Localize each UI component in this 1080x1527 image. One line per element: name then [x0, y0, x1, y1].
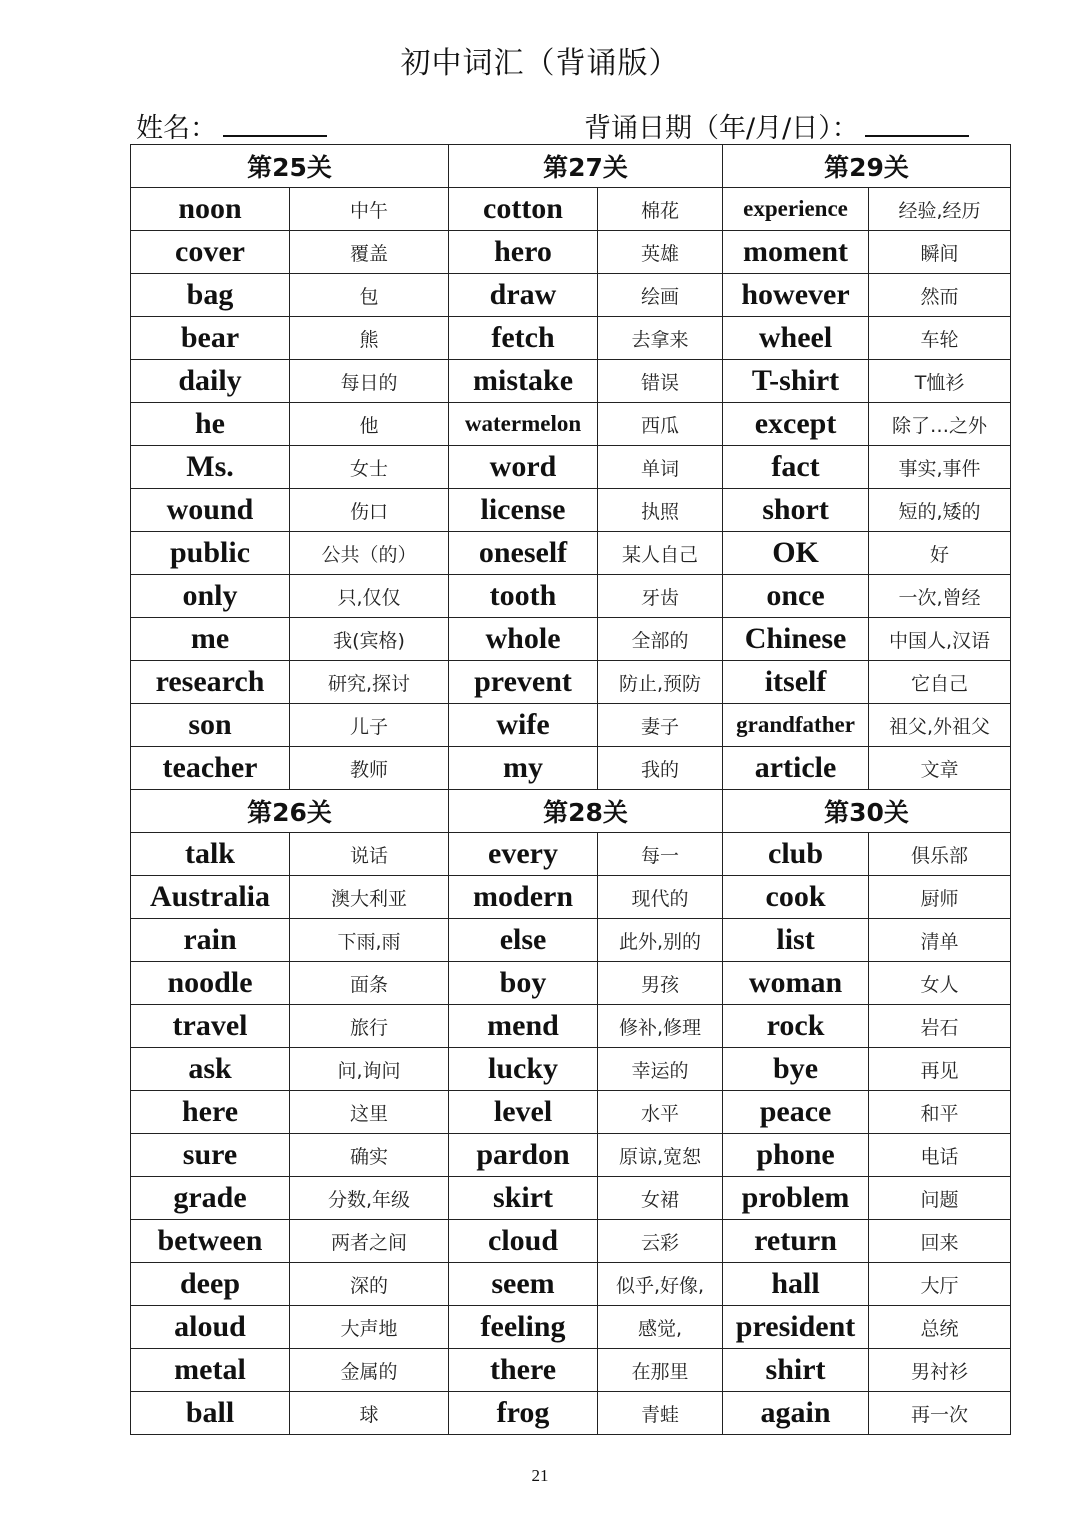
english-word: list — [723, 919, 869, 962]
english-word: oneself — [449, 532, 598, 575]
chinese-meaning: 全部的 — [598, 618, 723, 661]
chinese-meaning: 澳大利亚 — [290, 876, 449, 919]
english-word: however — [723, 274, 869, 317]
english-word: whole — [449, 618, 598, 661]
english-word: itself — [723, 661, 869, 704]
word-row — [131, 876, 1011, 919]
word-row — [131, 1263, 1011, 1306]
chinese-meaning: 深的 — [290, 1263, 449, 1306]
english-word: hero — [449, 231, 598, 274]
english-word: talk — [131, 833, 290, 876]
chinese-meaning: 它自己 — [869, 661, 1011, 704]
english-word: wheel — [723, 317, 869, 360]
english-word: pardon — [449, 1134, 598, 1177]
level-header-row — [131, 790, 1011, 833]
chinese-meaning: 厨师 — [869, 876, 1011, 919]
chinese-meaning: 修补,修理 — [598, 1005, 723, 1048]
chinese-meaning: 原谅,宽恕 — [598, 1134, 723, 1177]
chinese-meaning: 车轮 — [869, 317, 1011, 360]
word-row — [131, 1306, 1011, 1349]
chinese-meaning: 在那里 — [598, 1349, 723, 1392]
word-row — [131, 575, 1011, 618]
chinese-meaning: 球 — [290, 1392, 449, 1435]
english-word: there — [449, 1349, 598, 1392]
english-word: bear — [131, 317, 290, 360]
english-word: noon — [131, 188, 290, 231]
chinese-meaning: 此外,别的 — [598, 919, 723, 962]
word-row — [131, 1005, 1011, 1048]
english-word: skirt — [449, 1177, 598, 1220]
english-word: public — [131, 532, 290, 575]
english-word: problem — [723, 1177, 869, 1220]
english-word: hall — [723, 1263, 869, 1306]
chinese-meaning: 青蛙 — [598, 1392, 723, 1435]
chinese-meaning: 中国人,汉语 — [869, 618, 1011, 661]
word-row — [131, 1392, 1011, 1435]
chinese-meaning: 似乎,好像, — [598, 1263, 723, 1306]
name-label: 姓名： — [136, 113, 217, 144]
chinese-meaning: 英雄 — [598, 231, 723, 274]
english-word: fetch — [449, 317, 598, 360]
english-word: woman — [723, 962, 869, 1005]
chinese-meaning: 他 — [290, 403, 449, 446]
chinese-meaning: 公共（的） — [290, 532, 449, 575]
english-word: ask — [131, 1048, 290, 1091]
english-word: wound — [131, 489, 290, 532]
english-word: bye — [723, 1048, 869, 1091]
chinese-meaning: T恤衫 — [869, 360, 1011, 403]
english-word: word — [449, 446, 598, 489]
english-word: draw — [449, 274, 598, 317]
english-word: short — [723, 489, 869, 532]
word-row — [131, 1091, 1011, 1134]
english-word: Ms. — [131, 446, 290, 489]
chinese-meaning: 儿子 — [290, 704, 449, 747]
english-word: grade — [131, 1177, 290, 1220]
english-word: mend — [449, 1005, 598, 1048]
chinese-meaning: 男孩 — [598, 962, 723, 1005]
word-row — [131, 1134, 1011, 1177]
english-word: travel — [131, 1005, 290, 1048]
chinese-meaning: 岩石 — [869, 1005, 1011, 1048]
chinese-meaning: 除了…之外 — [869, 403, 1011, 446]
chinese-meaning: 教师 — [290, 747, 449, 790]
word-row — [131, 919, 1011, 962]
english-word: level — [449, 1091, 598, 1134]
word-row — [131, 446, 1011, 489]
chinese-meaning: 云彩 — [598, 1220, 723, 1263]
chinese-meaning: 分数,年级 — [290, 1177, 449, 1220]
english-word: peace — [723, 1091, 869, 1134]
chinese-meaning: 错误 — [598, 360, 723, 403]
chinese-meaning: 大厅 — [869, 1263, 1011, 1306]
english-word: prevent — [449, 661, 598, 704]
chinese-meaning: 执照 — [598, 489, 723, 532]
word-row — [131, 833, 1011, 876]
chinese-meaning: 单词 — [598, 446, 723, 489]
english-word: only — [131, 575, 290, 618]
english-word: my — [449, 747, 598, 790]
english-word: lucky — [449, 1048, 598, 1091]
english-word: cook — [723, 876, 869, 919]
chinese-meaning: 确实 — [290, 1134, 449, 1177]
english-word: rock — [723, 1005, 869, 1048]
english-word: watermelon — [449, 403, 598, 446]
english-word: club — [723, 833, 869, 876]
english-word: every — [449, 833, 598, 876]
english-word: license — [449, 489, 598, 532]
chinese-meaning: 绘画 — [598, 274, 723, 317]
english-word: wife — [449, 704, 598, 747]
word-row — [131, 188, 1011, 231]
english-word: deep — [131, 1263, 290, 1306]
english-word: Australia — [131, 876, 290, 919]
chinese-meaning: 一次,曾经 — [869, 575, 1011, 618]
word-row — [131, 1177, 1011, 1220]
date-label: 背诵日期（年/月/日）： — [584, 113, 859, 144]
level-header-row — [131, 145, 1011, 188]
chinese-meaning: 覆盖 — [290, 231, 449, 274]
chinese-meaning: 问题 — [869, 1177, 1011, 1220]
name-field — [136, 106, 327, 145]
english-word: between — [131, 1220, 290, 1263]
chinese-meaning: 感觉, — [598, 1306, 723, 1349]
chinese-meaning: 祖父,外祖父 — [869, 704, 1011, 747]
english-word: grandfather — [723, 704, 869, 747]
word-row — [131, 1220, 1011, 1263]
chinese-meaning: 妻子 — [598, 704, 723, 747]
english-word: research — [131, 661, 290, 704]
chinese-meaning: 好 — [869, 532, 1011, 575]
english-word: noodle — [131, 962, 290, 1005]
chinese-meaning: 金属的 — [290, 1349, 449, 1392]
english-word: article — [723, 747, 869, 790]
english-word: except — [723, 403, 869, 446]
chinese-meaning: 瞬间 — [869, 231, 1011, 274]
chinese-meaning: 每日的 — [290, 360, 449, 403]
level-header: 第25关 — [131, 145, 449, 188]
chinese-meaning: 幸运的 — [598, 1048, 723, 1091]
chinese-meaning: 大声地 — [290, 1306, 449, 1349]
word-row — [131, 274, 1011, 317]
chinese-meaning: 现代的 — [598, 876, 723, 919]
english-word: modern — [449, 876, 598, 919]
level-header: 第28关 — [449, 790, 723, 833]
chinese-meaning: 牙齿 — [598, 575, 723, 618]
english-word: OK — [723, 532, 869, 575]
level-header: 第30关 — [723, 790, 1011, 833]
english-word: me — [131, 618, 290, 661]
chinese-meaning: 每一 — [598, 833, 723, 876]
chinese-meaning: 再一次 — [869, 1392, 1011, 1435]
english-word: Chinese — [723, 618, 869, 661]
chinese-meaning: 事实,事件 — [869, 446, 1011, 489]
english-word: metal — [131, 1349, 290, 1392]
chinese-meaning: 旅行 — [290, 1005, 449, 1048]
english-word: son — [131, 704, 290, 747]
chinese-meaning: 某人自己 — [598, 532, 723, 575]
chinese-meaning: 短的,矮的 — [869, 489, 1011, 532]
english-word: experience — [723, 188, 869, 231]
english-word: daily — [131, 360, 290, 403]
word-row — [131, 962, 1011, 1005]
english-word: boy — [449, 962, 598, 1005]
level-header: 第29关 — [723, 145, 1011, 188]
chinese-meaning: 防止,预防 — [598, 661, 723, 704]
english-word: moment — [723, 231, 869, 274]
english-word: return — [723, 1220, 869, 1263]
chinese-meaning: 西瓜 — [598, 403, 723, 446]
english-word: rain — [131, 919, 290, 962]
page-title: 初中词汇（背诵版） — [400, 46, 680, 81]
chinese-meaning: 回来 — [869, 1220, 1011, 1263]
word-row — [131, 403, 1011, 446]
english-word: president — [723, 1306, 869, 1349]
english-word: T-shirt — [723, 360, 869, 403]
english-word: mistake — [449, 360, 598, 403]
level-header: 第26关 — [131, 790, 449, 833]
english-word: fact — [723, 446, 869, 489]
english-word: seem — [449, 1263, 598, 1306]
english-word: feeling — [449, 1306, 598, 1349]
chinese-meaning: 只,仅仅 — [290, 575, 449, 618]
chinese-meaning: 面条 — [290, 962, 449, 1005]
chinese-meaning: 水平 — [598, 1091, 723, 1134]
word-row — [131, 747, 1011, 790]
chinese-meaning: 棉花 — [598, 188, 723, 231]
chinese-meaning: 这里 — [290, 1091, 449, 1134]
level-header: 第27关 — [449, 145, 723, 188]
chinese-meaning: 女士 — [290, 446, 449, 489]
english-word: tooth — [449, 575, 598, 618]
chinese-meaning: 熊 — [290, 317, 449, 360]
chinese-meaning: 俱乐部 — [869, 833, 1011, 876]
page-number: 21 — [531, 1466, 549, 1485]
word-row — [131, 317, 1011, 360]
english-word: here — [131, 1091, 290, 1134]
word-row — [131, 1349, 1011, 1392]
date-field — [584, 106, 969, 145]
chinese-meaning: 我的 — [598, 747, 723, 790]
chinese-meaning: 清单 — [869, 919, 1011, 962]
english-word: frog — [449, 1392, 598, 1435]
chinese-meaning: 我(宾格) — [290, 618, 449, 661]
english-word: cover — [131, 231, 290, 274]
chinese-meaning: 两者之间 — [290, 1220, 449, 1263]
word-row — [131, 532, 1011, 575]
english-word: ball — [131, 1392, 290, 1435]
english-word: cloud — [449, 1220, 598, 1263]
date-blank — [865, 109, 969, 137]
word-row — [131, 231, 1011, 274]
chinese-meaning: 和平 — [869, 1091, 1011, 1134]
english-word: once — [723, 575, 869, 618]
english-word: bag — [131, 274, 290, 317]
name-blank — [223, 109, 327, 137]
chinese-meaning: 下雨,雨 — [290, 919, 449, 962]
chinese-meaning: 总统 — [869, 1306, 1011, 1349]
word-row — [131, 360, 1011, 403]
chinese-meaning: 电话 — [869, 1134, 1011, 1177]
english-word: shirt — [723, 1349, 869, 1392]
english-word: aloud — [131, 1306, 290, 1349]
chinese-meaning: 去拿来 — [598, 317, 723, 360]
english-word: phone — [723, 1134, 869, 1177]
chinese-meaning: 经验,经历 — [869, 188, 1011, 231]
chinese-meaning: 问,询问 — [290, 1048, 449, 1091]
chinese-meaning: 伤口 — [290, 489, 449, 532]
english-word: teacher — [131, 747, 290, 790]
english-word: he — [131, 403, 290, 446]
word-row — [131, 704, 1011, 747]
word-row — [131, 661, 1011, 704]
word-row — [131, 489, 1011, 532]
vocabulary-table — [130, 144, 1011, 1435]
chinese-meaning: 文章 — [869, 747, 1011, 790]
word-row — [131, 618, 1011, 661]
chinese-meaning: 女裙 — [598, 1177, 723, 1220]
chinese-meaning: 女人 — [869, 962, 1011, 1005]
english-word: again — [723, 1392, 869, 1435]
chinese-meaning: 包 — [290, 274, 449, 317]
english-word: cotton — [449, 188, 598, 231]
chinese-meaning: 研究,探讨 — [290, 661, 449, 704]
chinese-meaning: 说话 — [290, 833, 449, 876]
chinese-meaning: 男衬衫 — [869, 1349, 1011, 1392]
english-word: else — [449, 919, 598, 962]
chinese-meaning: 然而 — [869, 274, 1011, 317]
chinese-meaning: 中午 — [290, 188, 449, 231]
word-row — [131, 1048, 1011, 1091]
chinese-meaning: 再见 — [869, 1048, 1011, 1091]
english-word: sure — [131, 1134, 290, 1177]
